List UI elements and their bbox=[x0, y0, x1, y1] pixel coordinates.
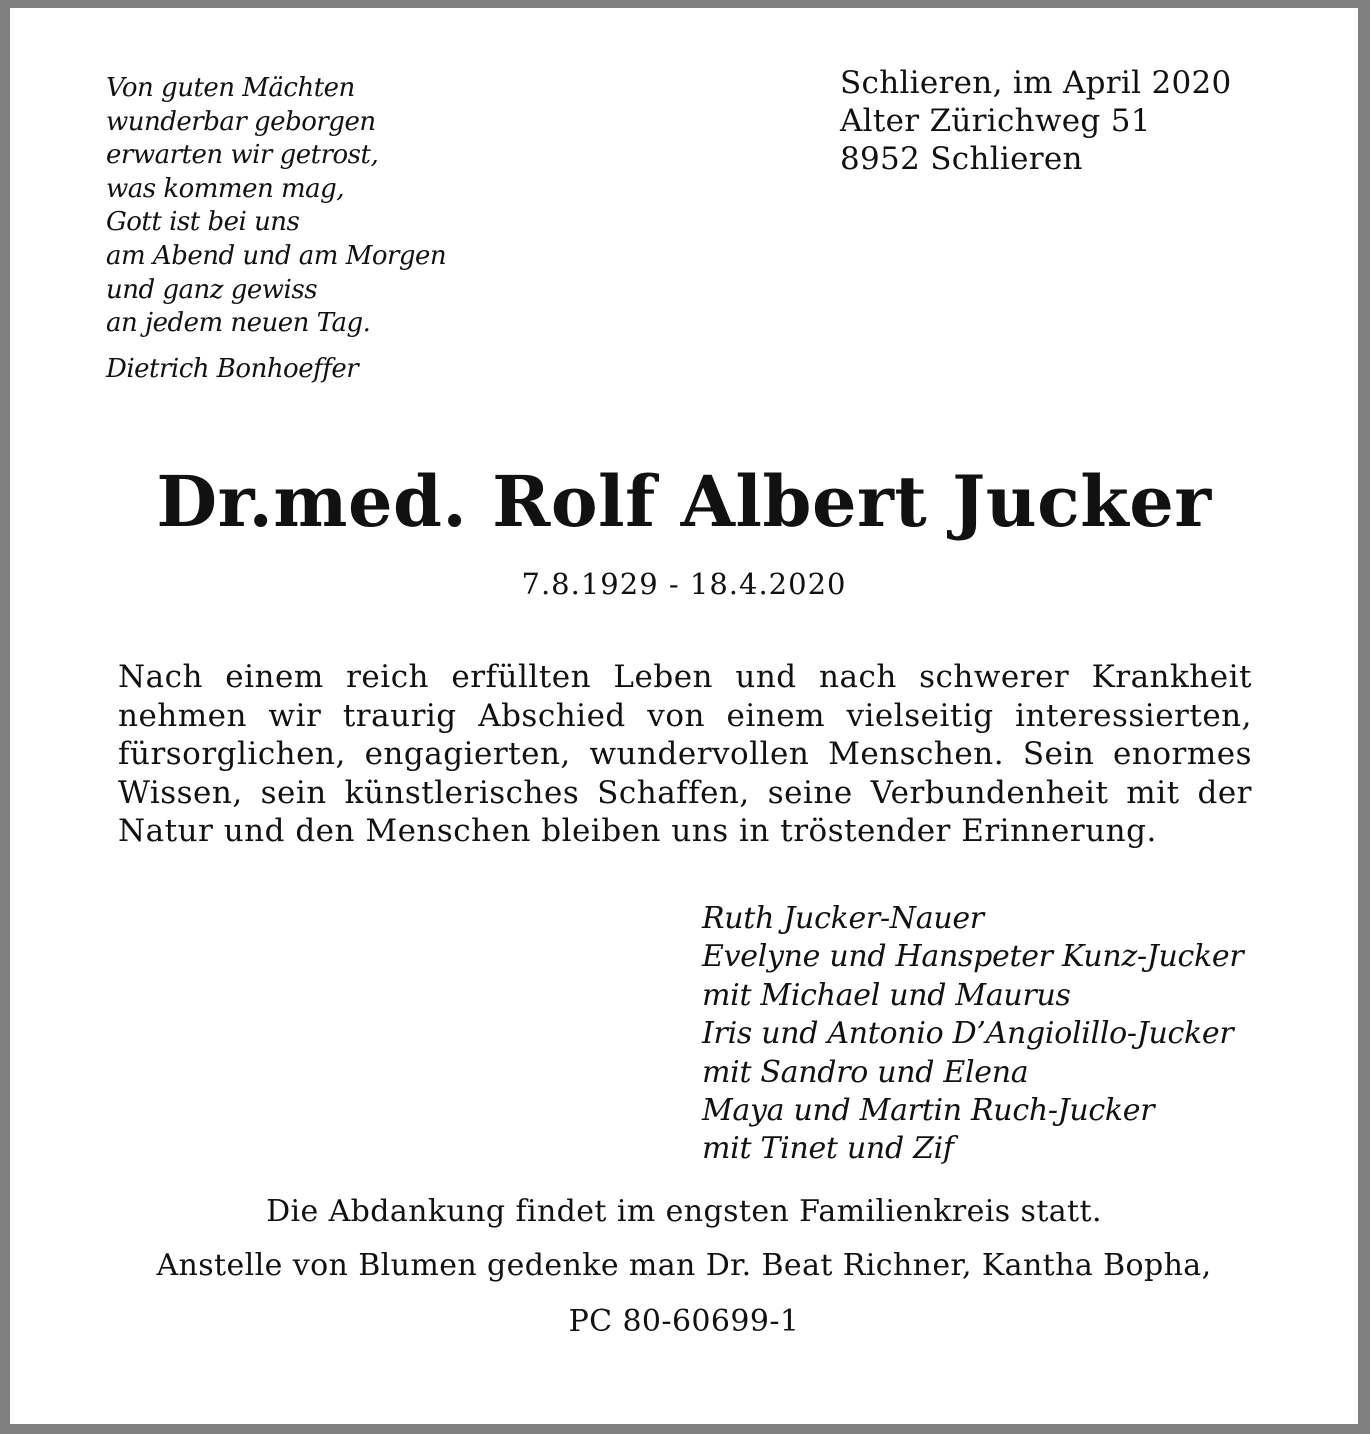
poem-line: Gott ist bei uns bbox=[106, 207, 300, 238]
place-and-address bbox=[840, 64, 1232, 178]
farewell-paragraph bbox=[118, 658, 1252, 851]
paragraph-line: Nach einem reich erfüllten Leben und nach schwerer Krankheit bbox=[118, 659, 1252, 695]
poem-line: erwarten wir getrost, bbox=[106, 140, 379, 171]
poem-quote bbox=[106, 72, 446, 386]
family-member: Ruth Jucker-Nauer bbox=[702, 901, 984, 936]
street-address: Alter Zürichweg 51 bbox=[840, 103, 1151, 139]
postal-account: PC 80-60699-1 bbox=[568, 1304, 800, 1339]
poem-line: an jedem neuen Tag. bbox=[106, 308, 371, 339]
donation-note: Anstelle von Blumen gedenke man Dr. Beat Richner, Kantha Bopha, bbox=[156, 1248, 1212, 1283]
family-member: Maya und Martin Ruch-Jucker bbox=[702, 1093, 1155, 1129]
family-member: Iris und Antonio D’Angiolillo-Jucker bbox=[702, 1016, 1234, 1052]
poem-author: Dietrich Bonhoeffer bbox=[106, 353, 359, 384]
family-member: mit Michael und Maurus bbox=[702, 977, 1071, 1013]
family-member: Evelyne und Hanspeter Kunz-Jucker bbox=[702, 939, 1244, 975]
poem-line: und ganz gewiss bbox=[106, 274, 318, 305]
poem-line: Von guten Mächten bbox=[106, 73, 355, 103]
poem-line: am Abend und am Morgen bbox=[106, 240, 447, 271]
life-dates: 7.8.1929 - 18.4.2020 bbox=[521, 567, 847, 601]
paragraph-line: fürsorglichen, engagierten, wundervollen Menschen. Sein enormes bbox=[118, 736, 1252, 773]
family-member: mit Tinet und Zif bbox=[702, 1131, 954, 1167]
place-date: Schlieren, im April 2020 bbox=[840, 65, 1232, 101]
poem-line: was kommen mag, bbox=[106, 173, 345, 204]
postal-city: 8952 Schlieren bbox=[840, 141, 1083, 177]
family-member: mit Sandro und Elena bbox=[702, 1054, 1029, 1090]
family-signatures bbox=[702, 900, 1243, 1169]
funeral-note: Die Abdankung findet im engsten Familienkreis statt. bbox=[266, 1194, 1102, 1229]
paragraph-line: nehmen wir traurig Abschied von einem vielseitig interessierten, bbox=[118, 697, 1252, 734]
paragraph-line: Natur und den Menschen bleiben uns in tröstender Erinnerung. bbox=[118, 813, 1157, 850]
deceased-name: Dr.med. Rolf Albert Jucker bbox=[156, 460, 1212, 543]
obituary-notice bbox=[10, 8, 1358, 1424]
poem-line: wunderbar geborgen bbox=[106, 106, 376, 137]
paragraph-line: Wissen, sein künstlerisches Schaffen, seine Verbundenheit mit der bbox=[118, 774, 1252, 811]
